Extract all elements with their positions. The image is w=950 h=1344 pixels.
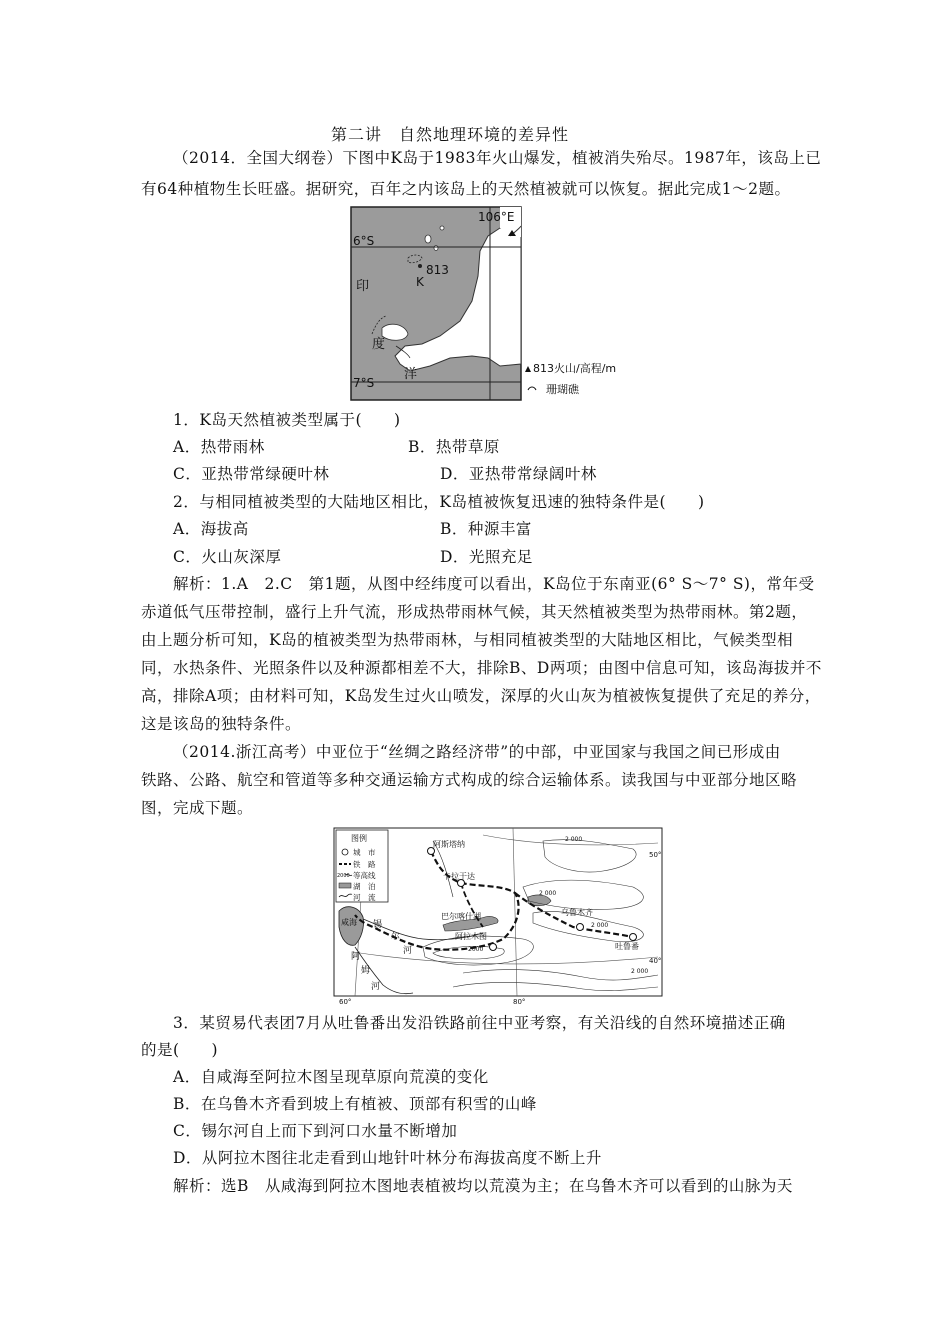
- q3-stem-line-1: 3．某贸易代表团7月从吐鲁番出发沿铁路前往中亚考察，有关沿线的自然环境描述正确: [173, 1014, 786, 1032]
- river2-char-2: 姆: [361, 966, 371, 976]
- q3-option-d: D．从阿拉木图往北走看到山地针叶林分布海拔高度不断上升: [173, 1149, 602, 1167]
- answer1-line-1: 解析：1.A 2.C 第1题，从图中经纬度可以看出，K岛位于东南亚(6° S～7° S)，常年受: [173, 575, 815, 593]
- legend-river: 河 流: [353, 893, 376, 902]
- city-symbol-icon: [342, 849, 348, 855]
- answer1-line-2: 赤道低气压带控制，盛行上升气流，形成热带雨林气候，其天然植被类型为热带雨林。第2题，: [141, 603, 808, 621]
- river1-char-2: 尔: [391, 932, 401, 942]
- lat-50-label: 50°: [649, 851, 662, 859]
- answer1-line-3: 由上题分析可知，K岛的植被类型为热带雨林，与相同植被类型的大陆地区相比，气候类型相: [141, 631, 794, 649]
- k-island-map: [350, 206, 650, 406]
- lake-symbol-icon: [339, 883, 351, 888]
- intro2-line-3: 图，完成下题。: [141, 799, 254, 817]
- city-turpan-marker: [630, 934, 637, 941]
- intro-line-1: （2014．全国大纲卷）下图中K岛于1983年火山爆发，植被消失殆尽。1987年，该岛上已: [173, 149, 822, 167]
- sea-char-1: 印: [356, 279, 370, 294]
- q1-option-a: A．热带雨林: [173, 438, 265, 456]
- q2-option-a: A．海拔高: [173, 520, 249, 538]
- volcano-icon: [525, 366, 531, 372]
- q3-option-b: B．在乌鲁木齐看到坡上有植被、顶部有积雪的山峰: [173, 1095, 537, 1113]
- river2-char-3: 河: [371, 982, 381, 992]
- legend-city: 城 市: [353, 848, 376, 857]
- q2-option-d: D．光照充足: [440, 548, 533, 566]
- q2-option-c: C．火山灰深厚: [173, 548, 282, 566]
- city-almaty: 阿拉木图: [455, 932, 487, 941]
- city-urumqi: 乌鲁木齐: [561, 908, 593, 917]
- contour-label-1: 2 000: [565, 836, 583, 843]
- city-turpan: 吐鲁番: [615, 942, 639, 951]
- contour-label-4: 2 000: [591, 922, 609, 929]
- k-island-label: K: [416, 275, 424, 289]
- lat-bottom-label: 7°S: [353, 376, 375, 390]
- intro2-line-1: （2014.浙江高考）中亚位于“丝绸之路经济带”的中部，中亚国家与我国之间已形成由: [173, 743, 781, 761]
- legend-reef: 珊瑚礁: [546, 383, 579, 396]
- lon-label: 106°E: [478, 210, 515, 224]
- answer3-line: 解析：选B 从咸海到阿拉木图地表植被均以荒漠为主；在乌鲁木齐可以看到的山脉为天: [173, 1177, 793, 1195]
- q3-option-a: A．自咸海至阿拉木图呈现草原向荒漠的变化: [173, 1068, 489, 1086]
- river2-char-1: 阿: [351, 952, 361, 962]
- q1-option-c: C．亚热带常绿硬叶林: [173, 465, 330, 483]
- legend-volcano: 813火山/高程/m: [533, 362, 617, 375]
- intro-line-2: 有64种植物生长旺盛。据研究，百年之内该岛上的天然植被就可以恢复。据此完成1～2题。: [141, 180, 791, 198]
- q2-stem: 2．与相同植被类型的大陆地区相比，K岛植被恢复迅速的独特条件是( ): [173, 493, 705, 511]
- sea-label: 咸海: [341, 918, 357, 927]
- elevation-label: 813: [426, 263, 449, 277]
- contour-label-3: 2000: [468, 946, 484, 953]
- lake-label: 巴尔喀什湖: [441, 912, 481, 921]
- answer1-line-6: 这是该岛的独特条件。: [141, 715, 302, 733]
- legend-railway: 铁 路: [353, 860, 376, 869]
- sea-char-3: 洋: [404, 367, 418, 382]
- contour-label-5: 2 000: [631, 968, 649, 975]
- city-astana: 阿斯塔纳: [433, 840, 465, 849]
- lat-top-label: 6°S: [353, 234, 375, 248]
- legend-contour-value: 2000: [337, 873, 350, 879]
- lat-40-label: 40°: [649, 957, 662, 965]
- city-almaty-marker: [490, 944, 497, 951]
- q1-stem: 1．K岛天然植被类型属于( ): [173, 411, 401, 429]
- q3-stem-line-2: 的是( ): [141, 1041, 219, 1059]
- q2-option-b: B．种源丰富: [440, 520, 532, 538]
- q3-option-c: C．锡尔河自上而下到河口水量不断增加: [173, 1122, 458, 1140]
- legend-lake: 湖 泊: [353, 882, 376, 891]
- contour-label-2: 2 000: [539, 890, 557, 897]
- river1-char-1: 锡: [373, 920, 383, 930]
- lon-80-label: 80°: [513, 998, 526, 1005]
- lon-60-label: 60°: [339, 998, 352, 1005]
- answer1-line-4: 同，水热条件、光照条件以及种源都相差不大，排除B、D两项；由图中信息可知，该岛海拔并不: [141, 659, 822, 677]
- city-karaganda: 卡拉干达: [443, 872, 475, 881]
- reef-icon: [528, 387, 536, 390]
- intro2-line-2: 铁路、公路、航空和管道等多种交通运输方式构成的综合运输体系。读我国与中亚部分地区略: [141, 771, 798, 789]
- q1-option-d: D．亚热带常绿阔叶林: [440, 465, 597, 483]
- q1-option-b: B．热带草原: [408, 438, 500, 456]
- sea-char-2: 度: [372, 337, 386, 352]
- answer1-line-5: 高，排除A项；由材料可知，K岛发生过火山喷发，深厚的火山灰为植被恢复提供了充足的养分，: [141, 687, 821, 705]
- river1-char-3: 河: [403, 946, 413, 956]
- central-asia-map: [333, 827, 663, 1009]
- city-urumqi-marker: [577, 924, 584, 931]
- legend-title: 图例: [351, 834, 367, 843]
- legend-contour: 等高线: [353, 871, 376, 880]
- lecture-title: 第二讲 自然地理环境的差异性: [331, 125, 570, 144]
